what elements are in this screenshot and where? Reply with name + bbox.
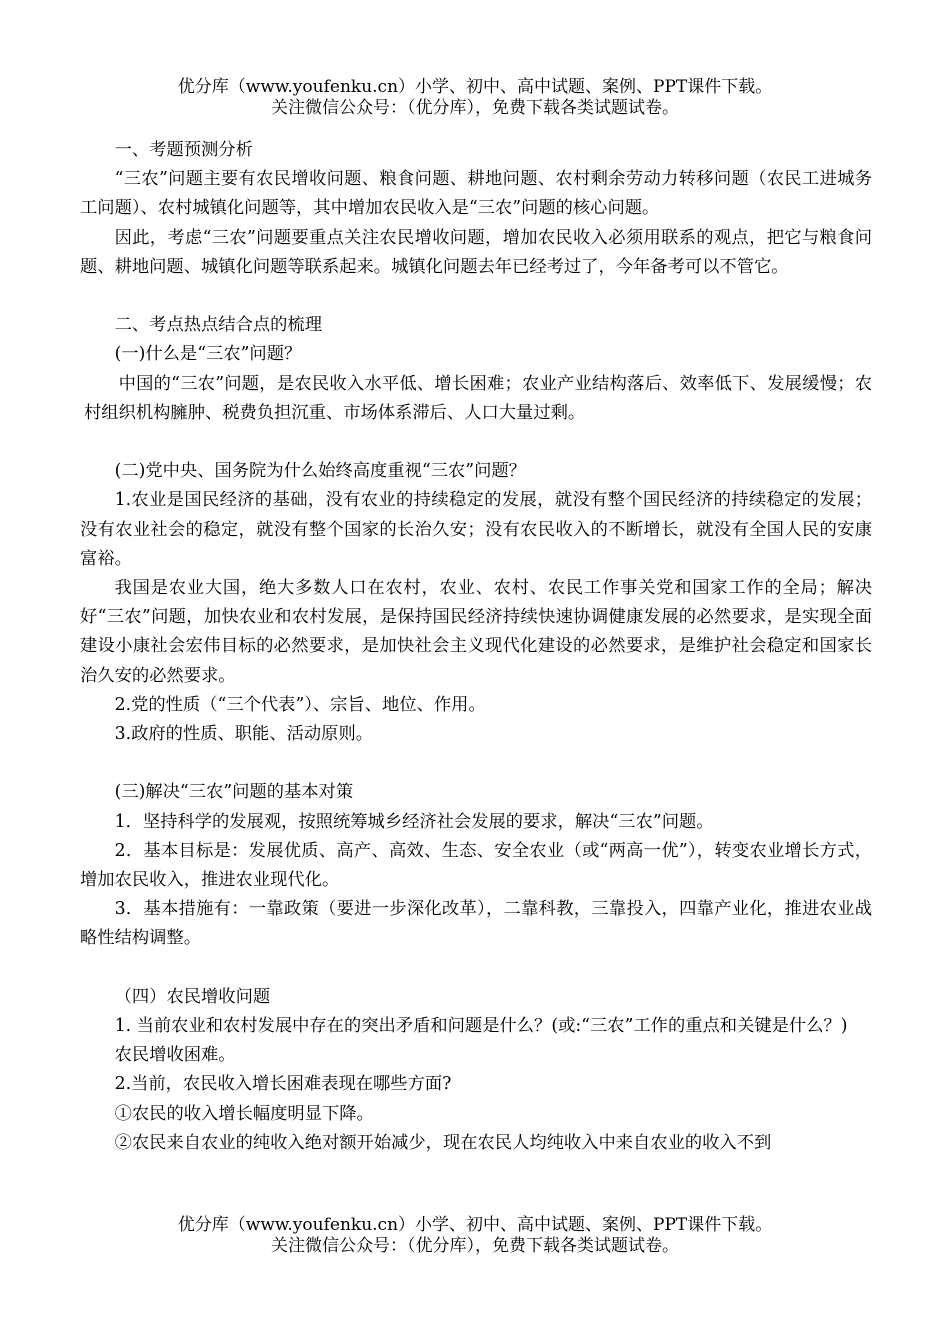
document-body xyxy=(80,136,872,1158)
spacer xyxy=(80,749,872,778)
question-4-paragraph-2: 农民增收困难。 xyxy=(114,1045,236,1066)
spacer xyxy=(80,428,872,457)
question-2-paragraph-4: 3.政府的性质、职能、活动原则。 xyxy=(114,724,374,745)
section-1-paragraph-2: 因此，考虑“三农”问题要重点关注农民增收问题，增加农民收入必须用联系的观点，把它与粮食问题、耕地问题、城镇化问题等联系起来。城镇化问题去年已经考过了，今年备考可以不管它。 xyxy=(80,227,872,277)
section-1-title: 一、考题预测分析 xyxy=(114,140,253,160)
footer-line-2: 关注微信公众号：（优分库），免费下载各类试题试卷。 xyxy=(271,1236,679,1256)
spacer xyxy=(80,282,872,311)
question-4-paragraph-5: ②农民来自农业的纯收入绝对额开始减少，现在农民人均纯收入中来自农业的收入不到 xyxy=(114,1132,772,1153)
question-2-paragraph-3: 2.党的性质（“三个代表”）、宗旨、地位、作用。 xyxy=(114,694,486,715)
spacer xyxy=(80,954,872,983)
page-footer xyxy=(0,1215,950,1257)
question-3-paragraph-2: 2．基本目标是：发展优质、高产、高效、生态、安全农业（或“两高一优”），转变农业增长方式，增加农民收入，推进农业现代化。 xyxy=(80,840,872,891)
question-4-paragraph-1: 1. 当前农业和农村发展中存在的突出矛盾和问题是什么？(或:“三农”工作的重点和关键是什么？) xyxy=(114,1016,848,1037)
question-3-title: (三)解决“三农”问题的基本对策 xyxy=(114,782,354,803)
question-3-paragraph-3: 3．基本措施有：一靠政策（要进一步深化改革），二靠科教，三靠投入，四靠产业化，推进农业战略性结构调整。 xyxy=(80,899,872,949)
footer-line-1: 优分库（www.youfenku.cn）小学、初中、高中试题、案例、PPT课件下载。 xyxy=(177,1215,773,1235)
header-line-1: 优分库（www.youfenku.cn）小学、初中、高中试题、案例、PPT课件下载。 xyxy=(177,77,773,97)
page-header xyxy=(0,77,950,119)
question-2-paragraph-1: 1.农业是国民经济的基础，没有农业的持续稳定的发展，就没有整个国民经济的持续稳定的发展；没有农业社会的稳定，就没有整个国家的长治久安；没有农民收入的不断增长，就没有全国人民的安康富裕。 xyxy=(80,490,872,569)
section-2-title: 二、考点热点结合点的梳理 xyxy=(114,315,322,336)
section-1-paragraph-1: “三农”问题主要有农民增收问题、粮食问题、耕地问题、农村剩余劳动力转移问题（农民工进城务工问题）、农村城镇化问题等，其中增加农民收入是“三农”问题的核心问题。 xyxy=(80,169,872,219)
question-1-title: (一)什么是“三农”问题？ xyxy=(114,344,302,365)
question-2-title: (二)党中央、国务院为什么始终高度重视“三农”问题？ xyxy=(114,461,526,482)
question-3-paragraph-1: 1．坚持科学的发展观，按照统筹城乡经济社会发展的要求，解决“三农”问题。 xyxy=(114,811,714,832)
header-line-2: 关注微信公众号：（优分库），免费下载各类试题试卷。 xyxy=(271,98,679,118)
question-2-paragraph-2: 我国是农业大国，绝大多数人口在农村，农业、农村、农民工作事关党和国家工作的全局；解决好“三农”问题，加快农业和农村发展，是保持国民经济持续快速协调健康发展的必然要求，是实现全面建设小康社会宏伟目标的必然要求，是加快社会主义现代化建设的必然要求，是维护社会稳定和国家长治久安的必然要求。 xyxy=(80,578,872,686)
question-1-answer: 中国的“三农”问题，是农民收入水平低、增长困难；农业产业结构落后、效率低下、发展缓慢；农村组织机构臃肿、税费负担沉重、市场体系滞后、人口大量过剩。 xyxy=(84,373,872,423)
question-4-paragraph-3: 2.当前，农民收入增长困难表现在哪些方面? xyxy=(114,1074,452,1095)
question-4-title: （四）农民增收问题 xyxy=(114,986,271,1007)
question-4-paragraph-4: ①农民的收入增长幅度明显下降。 xyxy=(114,1103,374,1124)
